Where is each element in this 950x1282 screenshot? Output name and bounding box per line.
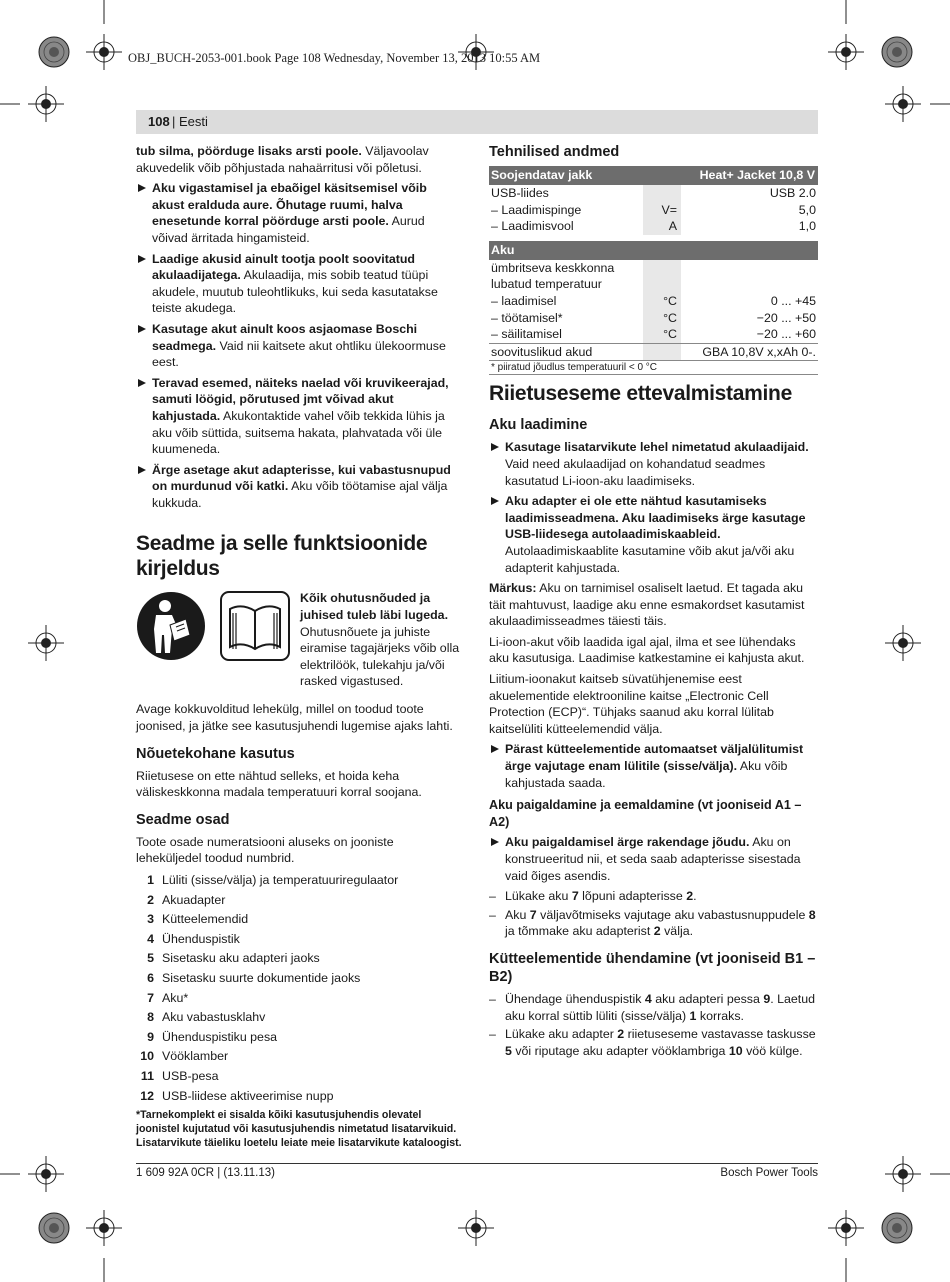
section-name: Eesti	[179, 114, 208, 129]
step-item: – Lükake aku adapter 2 riietuseseme vastavasse taskusse 5 või riputage aku adapter vööklambriga 10 vöö külge.	[489, 1026, 818, 1059]
warning-item: Aku paigaldamisel ärge rakendage jõudu. Aku on konstrueeritud nii, et seda saab adapterisse sisestada vaid õiges asendis.	[489, 834, 818, 884]
print-header: OBJ_BUCH-2053-001.book Page 108 Wednesday, November 13, 2013 10:55 AM	[128, 51, 541, 65]
page-header	[136, 110, 818, 134]
right-column	[489, 143, 818, 1061]
section-heading: Riietuseseme ettevalmistamine	[489, 382, 792, 406]
paragraph: Toote osade numeratsiooni aluseks on jooniste leheküljedel toodud numbrid.	[136, 834, 394, 866]
list-item: 6 Sisetasku suurte dokumentide jaoks	[147, 971, 361, 985]
table-header-value: Heat+ Jacket 10,8 V	[681, 166, 818, 185]
tech-data-table	[489, 166, 818, 375]
table-row: soovituslikud akud GBA 10,8V x,xAh 0-.	[489, 343, 818, 361]
section-heading: Seadme ja selle funktsioonide kirjeldus	[136, 532, 428, 581]
table-header-row	[489, 241, 818, 260]
subsection-heading: Kütteelementide ühendamine (vt jooniseid B1 – B2)	[489, 950, 816, 985]
parts-list	[136, 871, 462, 1106]
table-note-row	[489, 361, 818, 375]
table-row: lubatud temperatuur	[489, 276, 818, 293]
footnote: *Tarnekomplekt ei sisalda kõiki kasutusjuhendis olevatel joonistel kujutatud või kasutusjuhendis nimetatud lisatarvikuid. Lisatarvikute täieliku loetelu leiate meie lisatarvikute kataloogist.	[136, 1109, 462, 1149]
warning-item: Aku adapter ei ole ette nähtud kasutamiseks laadimisseadmena. Aku laadimiseks ärge kasutage USB-liidesega autolaadimiskaableid. Autolaadimiskaablite kasutamine võib akut ja/või aku adapterit kahjustada.	[489, 493, 818, 576]
list-item: 2 Akuadapter	[147, 892, 226, 907]
warning-item: Aku vigastamisel ja ebaõigel käsitsemisel võib akust eralduda aure. Õhutage ruumi, halva enesetunde korral pöörduge arsti poole. Aurud võivad ärritada hingamisteid.	[136, 180, 462, 246]
table-note: * piiratud jõudlus temperatuuril < 0 °C	[489, 361, 818, 375]
tech-data-title: Tehnilised andmed	[489, 144, 620, 160]
paragraph: Märkus: Aku on tarnimisel osaliselt laetud. Et tagada aku täit mahtuvust, laadige aku enne esmakordset kasutamist akulaadimisseadmes täiesti täis.	[489, 581, 805, 629]
list-item: 10 Vööklamber	[140, 1049, 229, 1064]
list-item: 11 USB-pesa	[140, 1068, 219, 1083]
open-book-icon	[220, 591, 290, 661]
subsection-heading: Aku paigaldamine ja eemaldamine (vt jooniseid A1 – A2)	[489, 798, 802, 829]
step-item: – Ühendage ühenduspistik 4 aku adapteri pessa 9. Laetud aku korral süttib lüliti (sisse/välja) 1 korraks.	[489, 991, 818, 1024]
list-item: 5 Sisetasku aku adapteri jaoks	[147, 951, 320, 966]
step-item: – Lükake aku 7 lõpuni adapterisse 2.	[489, 888, 818, 905]
list-item: 1 Lüliti (sisse/välja) ja temperatuuriregulaator	[147, 873, 399, 888]
list-item: 4 Ühenduspistik	[147, 931, 240, 946]
footer-brand: Bosch Power Tools	[720, 1167, 818, 1179]
footer-divider	[136, 1163, 818, 1164]
list-item: 12 USB-liidese aktiveerimise nupp	[140, 1088, 334, 1103]
subsection-heading: Seadme osad	[136, 811, 230, 828]
subsection-heading: Aku laadimine	[489, 417, 588, 434]
table-header-label: Soojendatav jakk	[489, 166, 681, 185]
list-item: 7 Aku*	[147, 990, 189, 1005]
read-manual-icon	[136, 591, 206, 661]
list-item: 9 Ühenduspistiku pesa	[147, 1029, 278, 1044]
paragraph: tub silma, pöörduge lisaks arsti poole. Väljavoolav akuvedelik võib põhjustada nahaärritusi või põletusi.	[136, 144, 429, 175]
footer-doc-number: 1 609 92A 0CR | (13.11.13)	[136, 1167, 275, 1179]
paragraph: Avage kokkuvolditud lehekülg, millel on toodud toote joonised, ja jätke see kasutusjuhendi lugemise ajaks lahti.	[136, 702, 453, 734]
warning-item: Kasutage lisatarvikute lehel nimetatud akulaadijaid. Vaid need akulaadijad on kohandatud seadmes kasutatud Li-ioon-aku laadimiseks.	[489, 439, 818, 489]
paragraph: Li-ioon-akut võib laadida igal ajal, ilma et see lühendaks aku kasutusiga. Laadimise katkestamine ei kahjusta akut.	[489, 634, 805, 666]
list-item: 8 Aku vabastusklahv	[147, 1010, 266, 1025]
table-row: ümbritseva keskkonna	[489, 260, 818, 277]
warning-item: Pärast kütteelementide automaatset väljalülitumist ärge vajutage enam lülitile (sisse/välja). Aku võib kahjustada saada.	[489, 741, 818, 791]
table-row: USB-liides USB 2.0	[491, 186, 816, 200]
warning-item: Laadige akusid ainult tootja poolt soovitatud akulaadijatega. Akulaadija, mis sobib teatud tüüpi akudele, muutub tuleohtlikuks, kui seda kasutatakse teiste akudega.	[136, 251, 462, 317]
table-row: – laadimisel °C 0 ... +45	[491, 293, 816, 308]
table-row: – töötamisel* °C −20 ... +50	[491, 310, 816, 325]
subsection-heading: Nõuetekohane kasutus	[136, 745, 295, 762]
list-item: 3 Kütteelemendid	[147, 912, 249, 927]
paragraph: Riietusese on ette nähtud selleks, et hoida keha väliskeskkonna madala temperatuuri korral soojana.	[136, 768, 422, 800]
page-number: 108	[148, 114, 170, 129]
table-header-row	[489, 166, 818, 185]
step-item: – Aku 7 väljavõtmiseks vajutage aku vabastusnuppudele 8 ja tõmmake aku adapterist 2 välja.	[489, 907, 818, 940]
warning-item: Ärge asetage akut adapterisse, kui vabastusnupud on murdunud või katki. Aku võib töötamise ajal välja kukkuda.	[136, 462, 462, 512]
table-row: – Laadimisvool A 1,0	[491, 219, 816, 234]
header-separator: |	[172, 114, 176, 129]
table-header-label: Aku	[489, 241, 818, 260]
safety-notice: Kõik ohutusnõuded ja juhised tuleb läbi lugeda. Ohutusnõuete ja juhiste eiramise tagajärjeks võib olla elektrilöök, tulekahju ja/või rasked vigastused.	[300, 591, 460, 689]
table-row: – Laadimispinge V= 5,0	[491, 202, 816, 217]
paragraph: Liitium-ioonakut kaitseb süvatühjenemise eest akuelementide elektrooniline kaitse „Electronic Cell Protection (ECP)“. Tühjaks saanud aku korral lülitab kaitselüliti kütteelemendid välja.	[489, 672, 774, 736]
warning-item: Teravad esemed, näiteks naelad või kruvikeerajad, samuti löögid, põrutused jmt võivad akut kahjustada. Akukontaktide vahel võib tekkida lühis ja aku võib süttida, suitsema hakata, plahvatada või üle kuumeneda.	[136, 375, 462, 458]
safety-icons	[136, 591, 462, 697]
warning-item: Kasutage akut ainult koos asjaomase Boschi seadmega. Vaid nii kaitsete akut ohtliku ülekoormuse eest.	[136, 321, 462, 371]
table-row: – säilitamisel °C −20 ... +60	[489, 326, 818, 343]
left-column	[136, 143, 462, 1151]
